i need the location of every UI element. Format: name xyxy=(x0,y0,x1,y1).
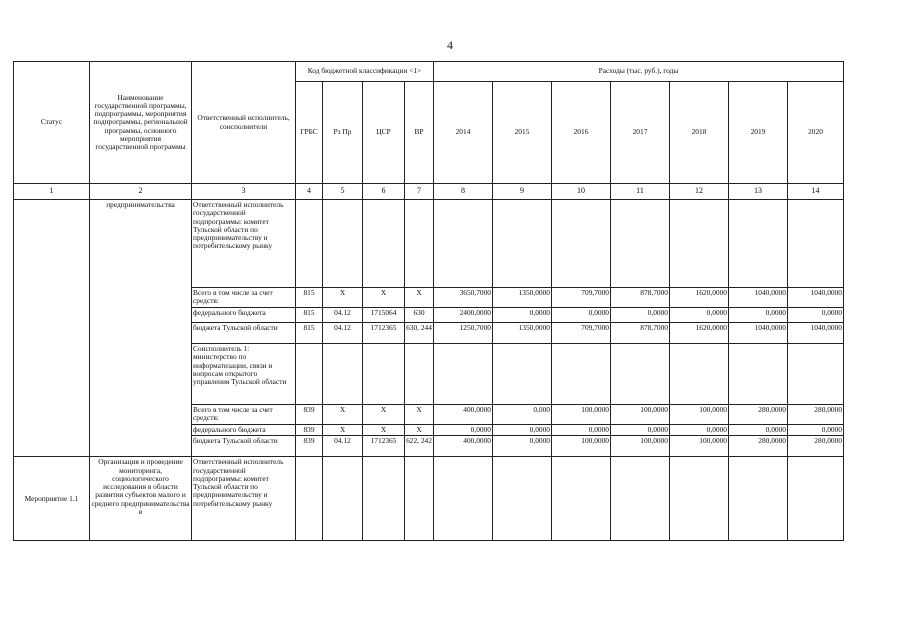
header-year: 2019 xyxy=(729,82,788,184)
expense-value-cell: 100,0000 xyxy=(670,405,729,425)
column-number: 6 xyxy=(363,184,405,200)
rzpr-cell: X xyxy=(323,405,363,425)
row-label: бюджета Тульской области xyxy=(192,323,296,344)
expense-value-cell: 878,7000 xyxy=(611,323,670,344)
vr-cell: 630 xyxy=(405,308,434,323)
rzpr-cell: X xyxy=(323,288,363,308)
rzpr-cell: X xyxy=(323,425,363,436)
header-vr: ВР xyxy=(405,82,434,184)
page-number: 4 xyxy=(447,38,453,52)
status-cell-empty xyxy=(14,200,90,457)
header-rzpr: Рз Пр xyxy=(323,82,363,184)
expense-value-cell: 0,0000 xyxy=(670,425,729,436)
column-number-row xyxy=(14,184,844,200)
grbs-cell: 839 xyxy=(296,405,323,425)
column-number: 10 xyxy=(552,184,611,200)
expense-value-cell: 3650,7000 xyxy=(434,288,493,308)
column-number: 8 xyxy=(434,184,493,200)
column-number: 13 xyxy=(729,184,788,200)
expense-value-cell: 400,0000 xyxy=(434,405,493,425)
row-label: Всего в том числе за счет средств: xyxy=(192,405,296,425)
program-name-cell: предпринимательства xyxy=(90,200,192,457)
row-label: Всего в том числе за счет средств: xyxy=(192,288,296,308)
header-csr: ЦСР xyxy=(363,82,405,184)
header-program-name: Наименование государственной программы, подпрограммы, мероприятия подпрограммы, региональной программы, основного мероприятия государственной программы xyxy=(90,62,192,184)
status-cell: Мероприятие 1.1 xyxy=(14,457,90,541)
grbs-cell: 815 xyxy=(296,288,323,308)
column-number: 14 xyxy=(788,184,844,200)
expense-value-cell: 709,7000 xyxy=(552,288,611,308)
csr-cell: X xyxy=(363,288,405,308)
vr-cell: X xyxy=(405,425,434,436)
header-executor: Ответственный исполнитель, соисполнители xyxy=(192,62,296,184)
table-row xyxy=(14,200,844,288)
expense-value-cell: 0,0000 xyxy=(434,425,493,436)
vr-cell: X xyxy=(405,405,434,425)
grbs-cell: 815 xyxy=(296,308,323,323)
column-number: 12 xyxy=(670,184,729,200)
expense-value-cell: 100,0000 xyxy=(552,436,611,457)
expense-value-cell: 1040,0000 xyxy=(788,288,844,308)
header-status: Статус xyxy=(14,62,90,184)
csr-cell: 1712365 xyxy=(363,436,405,457)
expense-value-cell: 1350,0000 xyxy=(493,323,552,344)
expense-value-cell: 0,0000 xyxy=(611,308,670,323)
table-row xyxy=(14,457,844,541)
expense-value-cell: 280,0000 xyxy=(788,405,844,425)
csr-cell: X xyxy=(363,405,405,425)
expense-value-cell: 0,0000 xyxy=(493,436,552,457)
rzpr-cell: 04.12 xyxy=(323,436,363,457)
budget-table xyxy=(13,61,844,541)
row-label: федерального бюджета xyxy=(192,425,296,436)
column-number: 4 xyxy=(296,184,323,200)
header-year: 2014 xyxy=(434,82,493,184)
row-label: федерального бюджета xyxy=(192,308,296,323)
header-year: 2018 xyxy=(670,82,729,184)
header-grbs: ГРБС xyxy=(296,82,323,184)
responsible-executor: Ответственный исполнитель государственной подпрограммы: комитет Тульской области по предпринимательству и потребительскому рынку xyxy=(192,200,296,288)
expense-value-cell: 1040,0000 xyxy=(729,323,788,344)
row-label: бюджета Тульской области xyxy=(192,436,296,457)
expense-value-cell: 280,0000 xyxy=(729,436,788,457)
column-number: 1 xyxy=(14,184,90,200)
expense-value-cell: 1040,0000 xyxy=(788,323,844,344)
expense-value-cell: 1250,7000 xyxy=(434,323,493,344)
expense-value-cell: 0,0000 xyxy=(788,425,844,436)
expense-value-cell: 0,0000 xyxy=(670,308,729,323)
expense-value-cell: 400,0000 xyxy=(434,436,493,457)
column-number: 5 xyxy=(323,184,363,200)
column-number: 11 xyxy=(611,184,670,200)
column-number: 7 xyxy=(405,184,434,200)
csr-cell: 1712365 xyxy=(363,323,405,344)
expense-value-cell: 0,0000 xyxy=(788,308,844,323)
header-year: 2017 xyxy=(611,82,670,184)
grbs-cell: 839 xyxy=(296,436,323,457)
expense-value-cell: 1620,0000 xyxy=(670,288,729,308)
grbs-cell: 815 xyxy=(296,323,323,344)
expense-value-cell: 0,0000 xyxy=(493,425,552,436)
expense-value-cell: 0,0000 xyxy=(552,308,611,323)
coexecutor-label: Соисполнитель 1: министерство по информатизации, связи и вопросам открытого управления Тульской области xyxy=(192,344,296,405)
expense-value-cell: 0,0000 xyxy=(493,308,552,323)
expense-value-cell: 100,0000 xyxy=(611,405,670,425)
rzpr-cell: 04.12 xyxy=(323,323,363,344)
expense-value-cell: 280,0000 xyxy=(788,436,844,457)
expense-value-cell: 100,0000 xyxy=(670,436,729,457)
header-year: 2016 xyxy=(552,82,611,184)
responsible-executor: Ответственный исполнитель государственной подпрограммы: комитет Тульской области по предпринимательству и потребительскому рынку xyxy=(192,457,296,541)
header-year: 2020 xyxy=(788,82,844,184)
grbs-cell: 839 xyxy=(296,425,323,436)
header-budget-code: Код бюджетной классификации <1> xyxy=(296,62,434,82)
header-expenses: Расходы (тыс. руб.), годы xyxy=(434,62,844,82)
csr-cell: 1715064 xyxy=(363,308,405,323)
expense-value-cell: 280,0000 xyxy=(729,405,788,425)
expense-value-cell: 0,0000 xyxy=(729,425,788,436)
header-year: 2015 xyxy=(493,82,552,184)
expense-value-cell: 100,0000 xyxy=(552,405,611,425)
expense-value-cell: 709,7000 xyxy=(552,323,611,344)
csr-cell: X xyxy=(363,425,405,436)
expense-value-cell: 1040,0000 xyxy=(729,288,788,308)
expense-value-cell: 878,7000 xyxy=(611,288,670,308)
expense-value-cell: 100,0000 xyxy=(611,436,670,457)
expense-value-cell: 1620,0000 xyxy=(670,323,729,344)
column-number: 3 xyxy=(192,184,296,200)
program-name-cell: Организация и проведение мониторинга, социологического исследования в области развития субъектов малого и среднего предпринимательства в xyxy=(90,457,192,541)
expense-value-cell: 0,000 xyxy=(493,405,552,425)
vr-cell: 630, 244 xyxy=(405,323,434,344)
column-number: 9 xyxy=(493,184,552,200)
expense-value-cell: 0,0000 xyxy=(552,425,611,436)
rzpr-cell: 04.12 xyxy=(323,308,363,323)
expense-value-cell: 0,0000 xyxy=(729,308,788,323)
vr-cell: 622, 242 xyxy=(405,436,434,457)
expense-value-cell: 0,0000 xyxy=(611,425,670,436)
expense-value-cell: 1350,0000 xyxy=(493,288,552,308)
expense-value-cell: 2400,0000 xyxy=(434,308,493,323)
column-number: 2 xyxy=(90,184,192,200)
vr-cell: X xyxy=(405,288,434,308)
